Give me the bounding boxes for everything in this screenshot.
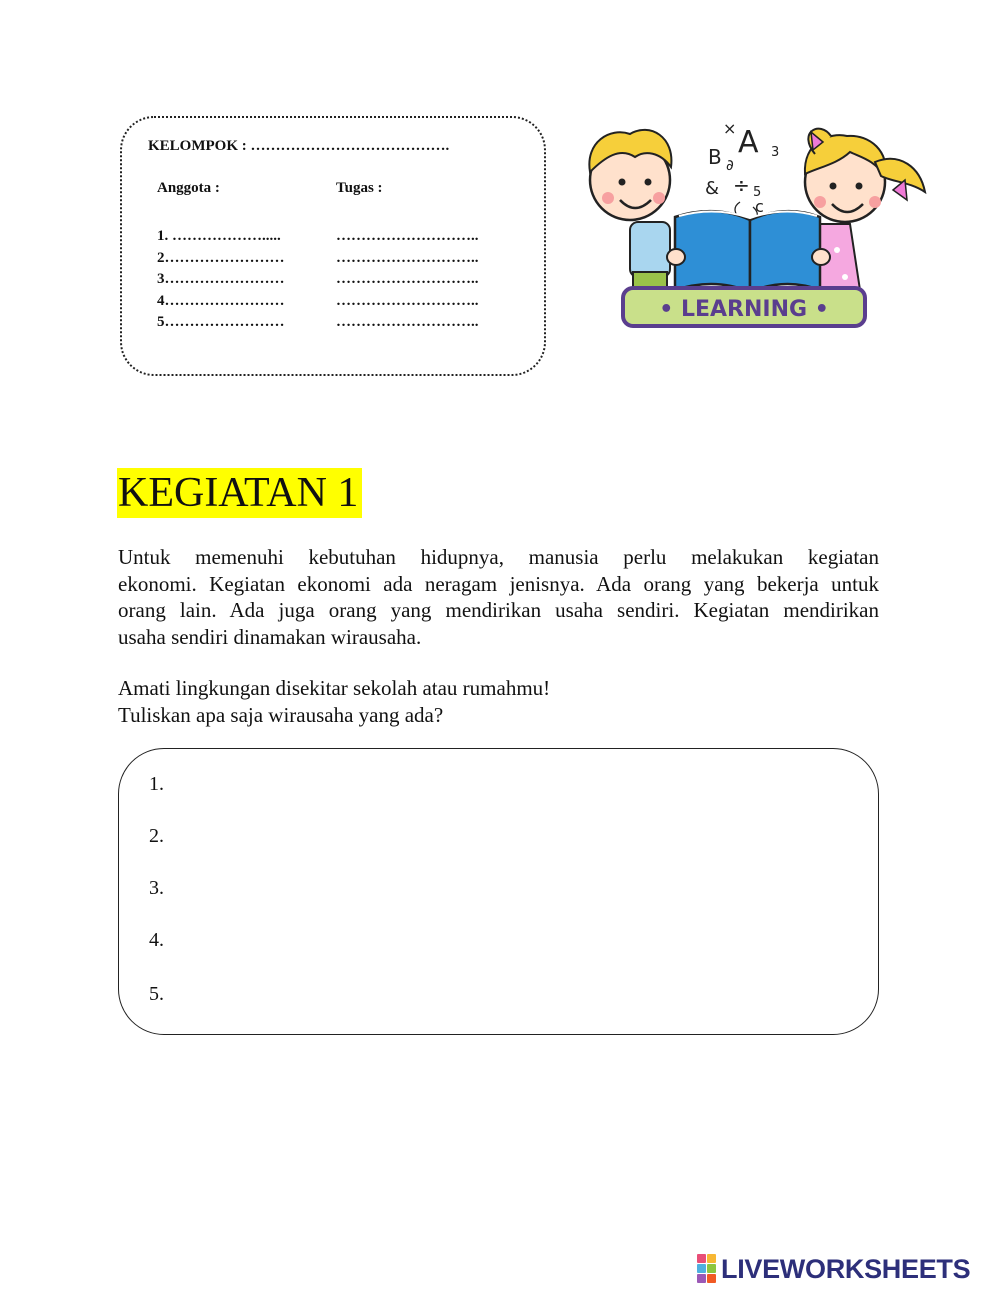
svg-text:c: c bbox=[755, 197, 764, 216]
book-icon bbox=[675, 211, 750, 292]
member-row bbox=[157, 250, 537, 272]
paragraph-line: usaha sendiri dinamakan wirausaha. bbox=[118, 624, 422, 649]
task-blank[interactable]: ……………………….. bbox=[336, 314, 479, 331]
paragraph-line: orang lain. Ada juga orang yang mendirikan usaha sendiri. Kegiatan mendirikan bbox=[118, 598, 879, 622]
member-blank[interactable]: 2…………………… bbox=[157, 249, 285, 266]
member-blank[interactable]: 3…………………… bbox=[157, 271, 285, 288]
member-blank[interactable]: 5…………………… bbox=[157, 314, 285, 331]
task-blank[interactable]: ……………………….. bbox=[336, 271, 479, 288]
member-blank[interactable]: 4…………………… bbox=[157, 292, 285, 309]
answer-item-4[interactable]: 4. bbox=[149, 929, 164, 951]
svg-text:÷: ÷ bbox=[733, 173, 750, 197]
answer-box bbox=[118, 748, 879, 1035]
group-info-box bbox=[120, 116, 546, 376]
member-rows bbox=[157, 228, 537, 336]
svg-text:∂: ∂ bbox=[726, 156, 734, 174]
svg-text:&: & bbox=[705, 178, 720, 199]
instructions bbox=[118, 675, 550, 728]
member-row bbox=[157, 271, 537, 293]
answer-item-3[interactable]: 3. bbox=[149, 877, 164, 899]
kids-learning-illustration bbox=[575, 112, 945, 337]
banner-text: • LEARNING • bbox=[659, 297, 829, 322]
liveworksheets-logo bbox=[697, 1252, 970, 1286]
svg-text:×: × bbox=[723, 119, 737, 138]
tasks-header: Tugas : bbox=[336, 180, 383, 196]
activity-heading: KEGIATAN 1 bbox=[117, 468, 362, 518]
member-row bbox=[157, 293, 537, 315]
task-blank[interactable]: ……………………….. bbox=[336, 228, 479, 244]
member-row bbox=[157, 314, 537, 336]
answer-item-1[interactable]: 1. bbox=[149, 773, 164, 795]
intro-paragraph bbox=[118, 544, 879, 650]
math-symbols bbox=[705, 119, 779, 216]
task-blank[interactable]: ……………………….. bbox=[336, 249, 479, 266]
members-header: Anggota : bbox=[157, 180, 220, 196]
group-title: KELOMPOK : …………………………………. bbox=[148, 138, 450, 154]
svg-text:A: A bbox=[738, 125, 759, 160]
instruction-line: Amati lingkungan disekitar sekolah atau rumahmu! bbox=[118, 676, 551, 700]
answer-item-2[interactable]: 2. bbox=[149, 825, 164, 847]
svg-text:3: 3 bbox=[771, 145, 780, 160]
answer-item-5[interactable]: 5. bbox=[149, 983, 164, 1005]
svg-text:5: 5 bbox=[753, 185, 762, 200]
svg-text:B: B bbox=[708, 145, 722, 169]
instruction-line: Tuliskan apa saja wirausaha yang ada? bbox=[118, 702, 444, 727]
paragraph-line: Untuk memenuhi kebutuhan hidupnya, manusia perlu melakukan kegiatan bbox=[118, 545, 879, 569]
task-blank[interactable]: ……………………….. bbox=[336, 292, 479, 309]
liveworksheets-wordmark: LIVEWORKSHEETS bbox=[721, 1253, 971, 1284]
paragraph-line: ekonomi. Kegiatan ekonomi ada neragam jenisnya. Ada orang yang bekerja untuk bbox=[118, 571, 879, 596]
liveworksheets-mark-icon bbox=[697, 1254, 718, 1284]
member-row bbox=[157, 228, 537, 250]
member-blank[interactable]: 1. ………………..... bbox=[157, 228, 281, 244]
